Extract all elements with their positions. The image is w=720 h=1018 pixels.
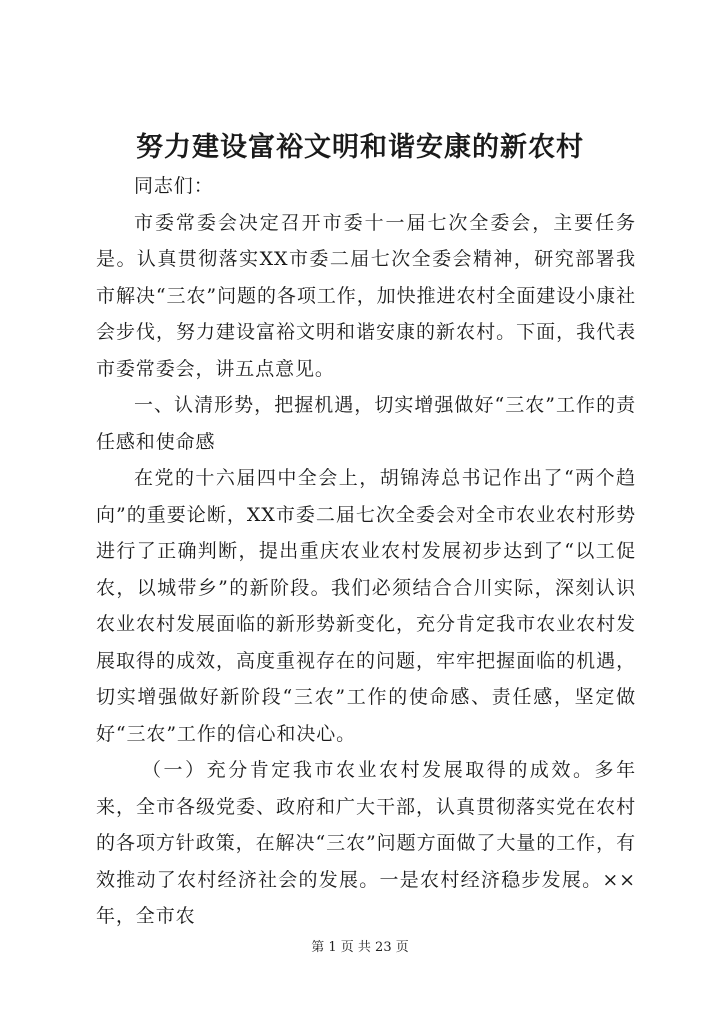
paragraph-achievements: （一）充分肯定我市农业农村发展取得的成效。多年来，全市各级党委、政府和广大干部，认真贯彻落实党在农村的各项方针政策，在解决“三农”问题方面做了大量的工作，有效推动了农村经济社会的发展。一是农村经济稳步发展。××年，全市农 <box>96 759 636 927</box>
paragraph-situation: 在党的十六届四中全会上，胡锦涛总书记作出了“两个趋向”的重要论断，XX市委二届七次全委会对全市农业农村形势进行了正确判断，提出重庆农业农村发展初步达到了“以工促农，以城带乡”的新阶段。我们必须结合合川实际，深刻认识农业农村发展面临的新形势新变化，充分肯定我市农业农村发展取得的成效，高度重视存在的问题，牢牢把握面临的机遇，切实增强做好新阶段“三农”工作的使命感、责任感，坚定做好“三农”工作的信心和决心。 <box>96 467 636 745</box>
salutation: 同志们： <box>134 175 214 197</box>
section-heading-1: 一、认清形势，把握机遇，切实增强做好“三农”工作的责任感和使命感 <box>96 394 636 453</box>
document-body <box>96 168 636 935</box>
paragraph-intro: 市委常委会决定召开市委十一届七次全委会，主要任务是。认真贯彻落实XX市委二届七次全委会精神，研究部署我市解决“三农”问题的各项工作，加快推进农村全面建设小康社会步伐，努力建设富裕文明和谐安康的新农村。下面，我代表市委常委会，讲五点意见。 <box>96 211 636 380</box>
page-number: 第 1 页 共 23 页 <box>311 940 409 955</box>
document-title: 努力建设富裕文明和谐安康的新农村 <box>136 132 584 163</box>
